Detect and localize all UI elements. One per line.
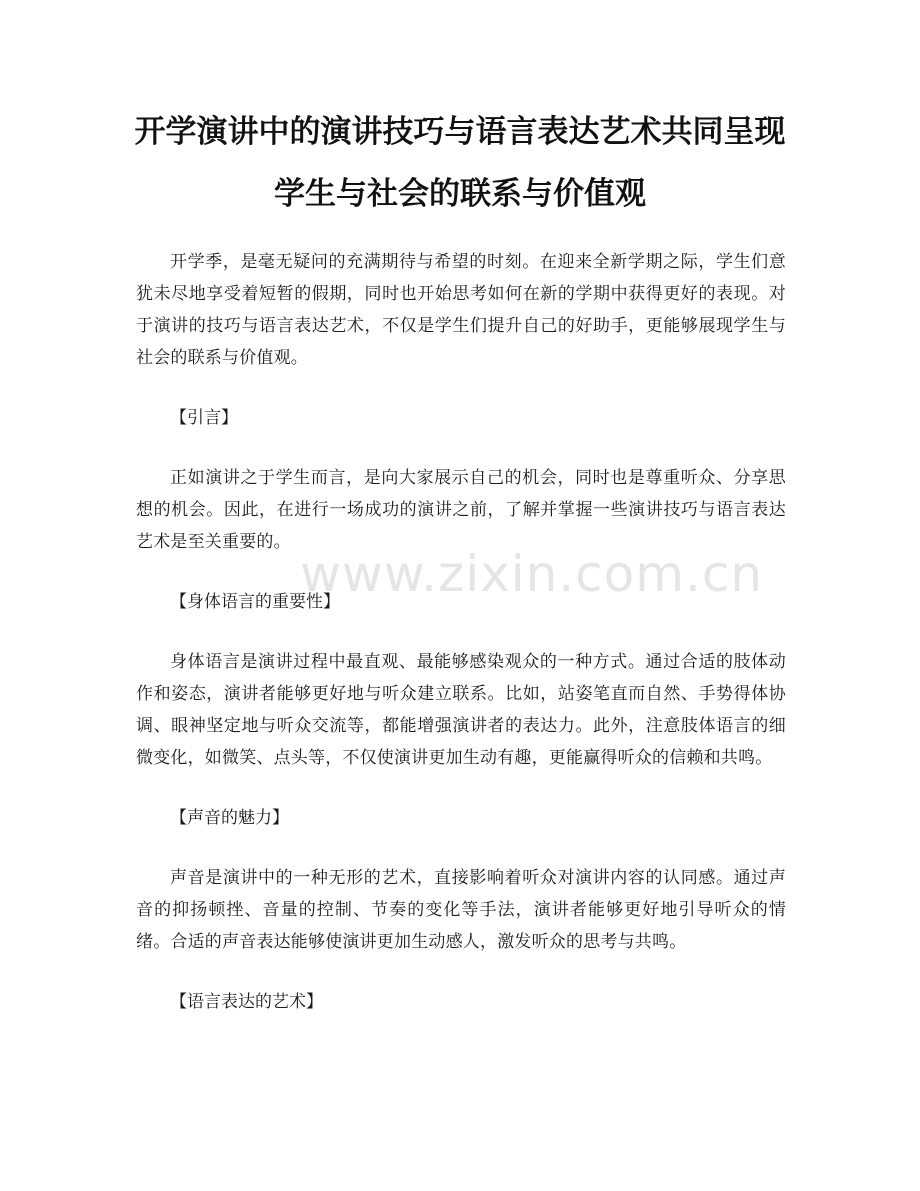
body-language-paragraph: 身体语言是演讲过程中最直观、最能够感染观众的一种方式。通过合适的肢体动作和姿态，演讲者能够更好地与听众建立联系。比如，站姿笔直而自然、手势得体协调、眼神坚定地与听众交流等，都能增强演讲者的表达力。此外，注意肢体语言的细微变化，如微笑、点头等，不仅使演讲更加生动有趣，更能赢得听众的信赖和共鸣。 (136, 652, 786, 768)
section-heading-body-language: 【身体语言的重要性】 (170, 592, 340, 612)
document-title: 开学演讲中的演讲技巧与语言表达艺术共同呈现学生与社会的联系与价值观 (134, 114, 786, 212)
section-heading-language-art: 【语言表达的艺术】 (170, 992, 323, 1012)
section-heading-introduction: 【引言】 (170, 408, 238, 428)
section-heading-voice: 【声音的魅力】 (170, 808, 289, 828)
watermark: www.zixin.com.cn (300, 545, 764, 603)
intro-paragraph: 开学季，是毫无疑问的充满期待与希望的时刻。在迎来全新学期之际，学生们意犹未尽地享受着短暂的假期，同时也开始思考如何在新的学期中获得更好的表现。对于演讲的技巧与语言表达艺术，不仅是学生们提升自己的好助手，更能够展现学生与社会的联系与价值观。 (136, 252, 786, 368)
voice-paragraph: 声音是演讲中的一种无形的艺术，直接影响着听众对演讲内容的认同感。通过声音的抑扬顿挫、音量的控制、节奏的变化等手法，演讲者能够更好地引导听众的情绪。合适的声音表达能够使演讲更加生动感人，激发听众的思考与共鸣。 (136, 868, 786, 952)
introduction-paragraph: 正如演讲之于学生而言，是向大家展示自己的机会，同时也是尊重听众、分享思想的机会。因此，在进行一场成功的演讲之前，了解并掌握一些演讲技巧与语言表达艺术是至关重要的。 (136, 468, 786, 552)
document-body (136, 246, 786, 1046)
